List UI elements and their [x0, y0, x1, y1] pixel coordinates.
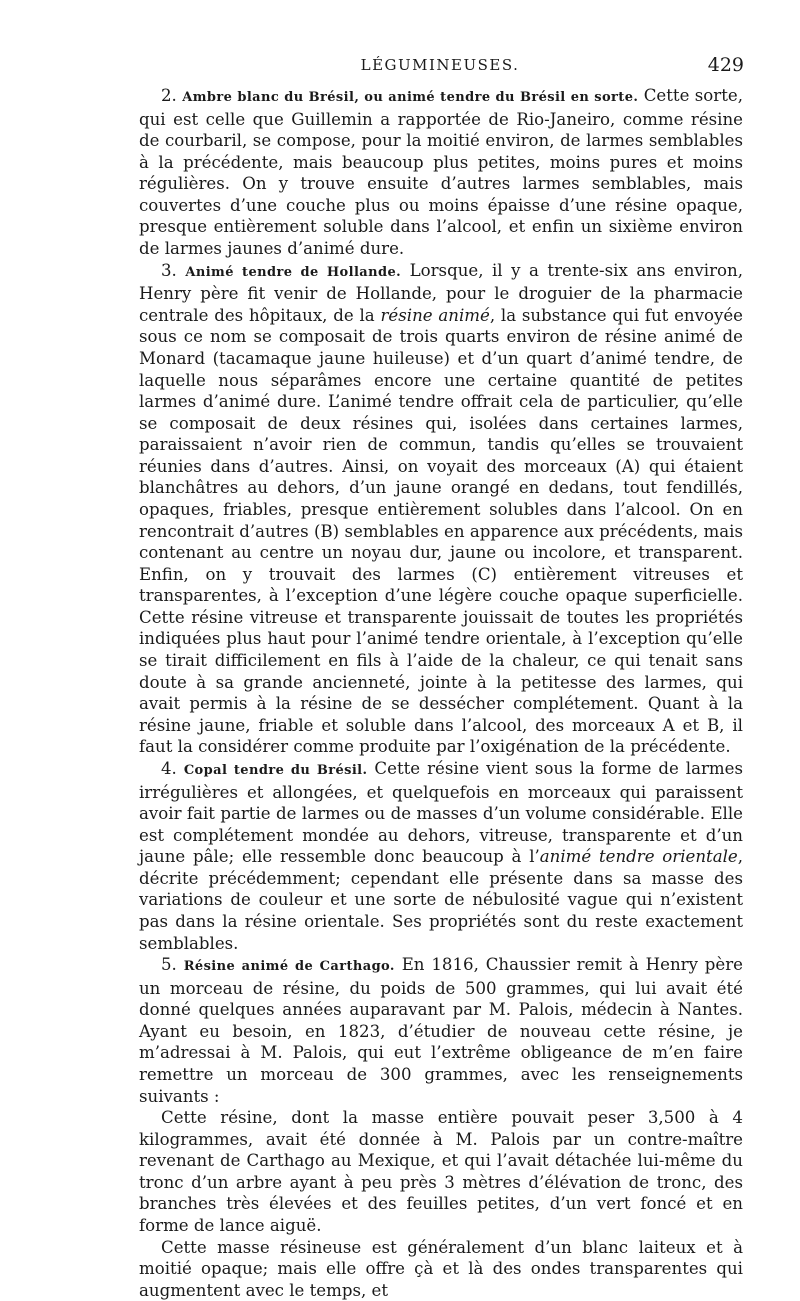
section-3-paragraph	[139, 260, 743, 758]
section-4-paragraph	[139, 758, 743, 954]
body-text	[139, 85, 743, 1301]
section-5-paragraph	[139, 954, 743, 1107]
section-title: Copal tendre du Brésil.	[183, 762, 368, 778]
section-title: Résine animé de Carthago.	[183, 959, 395, 975]
section-title: Animé tendre de Hollande.	[185, 264, 402, 280]
section-text: Lorsque, il y a trente-six ans environ, Henry père fit venir de Hollande, pour le droguier de la pharmacie centrale des hôpitaux, de la	[139, 260, 744, 325]
running-title: LÉGUMINEUSES.	[360, 56, 520, 74]
body-paragraph: Cette résine, dont la masse entière pouvait peser 3,500 à 4 kilogrammes, avait été donnée à M. Palois par un contre-maître revenant de Carthago au Mexique, et qui l’avait détachée lui-même du tronc d’un arbre ayant à peu près 3 mètres d’élévation de tronc, des branches très élevées et des feuilles petites, d’un vert foncé et en forme de lance aiguë.	[139, 1108, 743, 1236]
section-text: , la substance qui fut envoyée sous ce nom se composait de trois quarts environ de résine animé de Monard (tacamaque jaune huileuse) et d’un quart d’animé tendre, de laquelle nous séparâmes encore une certaine quantité de petites larmes d’animé dure. L’animé tendre offrait cela de particulier, qu’elle se composait de deux résines qui, isolées dans certaines larmes, paraissaient n’avoir rien de commun, tandis qu’elles se trouvaient réunies dans d’autres. Ainsi, on voyait des morceaux (A) qui étaient blanchâtres au dehors, d’un jaune orangé en dedans, tout fendillés, opaques, friables, presque entièrement solubles dans l’alcool. On en rencontrait d’autres (B) semblables en apparence aux précédents, mais contenant au centre un noyau dur, jaune ou incolore, et transparent. Enfin, on y trouvait des larmes (C) entièrement vitreuses et transparentes, à l’exception d’une légère couche opaque superficielle. Cette résine vitreuse et transparente jouissait de toutes les propriétés indiquées plus haut pour l’animé tendre orientale, à l’exception qu’elle se tirait difficilement en fils à l’aide de la chaleur, ce qui tenait sans doute à sa grande ancienneté, jointe à la petitesse des larmes, qui avait permis à la résine de se dessécher complétement. Quant à la résine jaune, friable et soluble dans l’alcool, des morceaux A et B, il faut la considérer comme produite par l’oxigénation de la précédente.	[139, 305, 743, 757]
section-text: Cette sorte, qui est celle que Guillemin a rapportée de Rio-Janeiro, comme résine de courbaril, se compose, pour la moitié environ, de larmes semblables à la précédente, mais beaucoup plus petites, moins pures et moins régulières. On y trouve ensuite d’autres larmes semblables, mais couvertes d’une couche plus ou moins épaisse d’une résine opaque, presque entièrement soluble dans l’alcool, et enfin un sixième environ de larmes jaunes d’animé dure.	[139, 86, 743, 259]
page-number: 429	[707, 54, 744, 76]
section-number: 5.	[161, 955, 177, 975]
section-number: 2.	[161, 86, 177, 105]
section-number: 3.	[161, 260, 177, 280]
section-2-paragraph	[139, 85, 743, 260]
section-text: , décrite précédemment; cependant elle présente dans sa masse des variations de couleur et une sorte de nébulosité vague qui n’existent pas dans la résine orientale. Ses propriétés sont du reste exactement semblables.	[139, 847, 743, 953]
running-head	[136, 54, 744, 78]
section-text: Cette résine vient sous la forme de larmes irrégulières et allongées, et quelquefois en morceaux qui paraissent avoir fait partie de larmes ou de masses d’un volume considérable. Elle est complétement mondée au dehors, vitreuse, transparente et d’un jaune pâle; elle ressemble donc beaucoup à l’	[139, 758, 743, 867]
section-title: Ambre blanc du Brésil, ou animé tendre du Brésil en sorte.	[182, 90, 639, 105]
italic-term: résine animé	[380, 305, 490, 325]
italic-term: animé tendre orientale	[539, 847, 738, 867]
section-number: 4.	[161, 758, 177, 778]
body-paragraph: Cette masse résineuse est généralement d’un blanc laiteux et à moitié opaque; mais elle offre çà et là des ondes transparentes qui augmentent avec le temps, et	[139, 1237, 743, 1300]
section-text: En 1816, Chaussier remit à Henry père un morceau de résine, du poids de 500 grammes, qui lui avait été donné quelques années auparavant par M. Palois, médecin à Nantes. Ayant eu besoin, en 1823, d’étudier de nouveau cette résine, je m’adressai à M. Palois, qui eut l’extrême obligeance de m’en faire remettre un morceau de 300 grammes, avec les renseignements suivants :	[139, 955, 743, 1106]
